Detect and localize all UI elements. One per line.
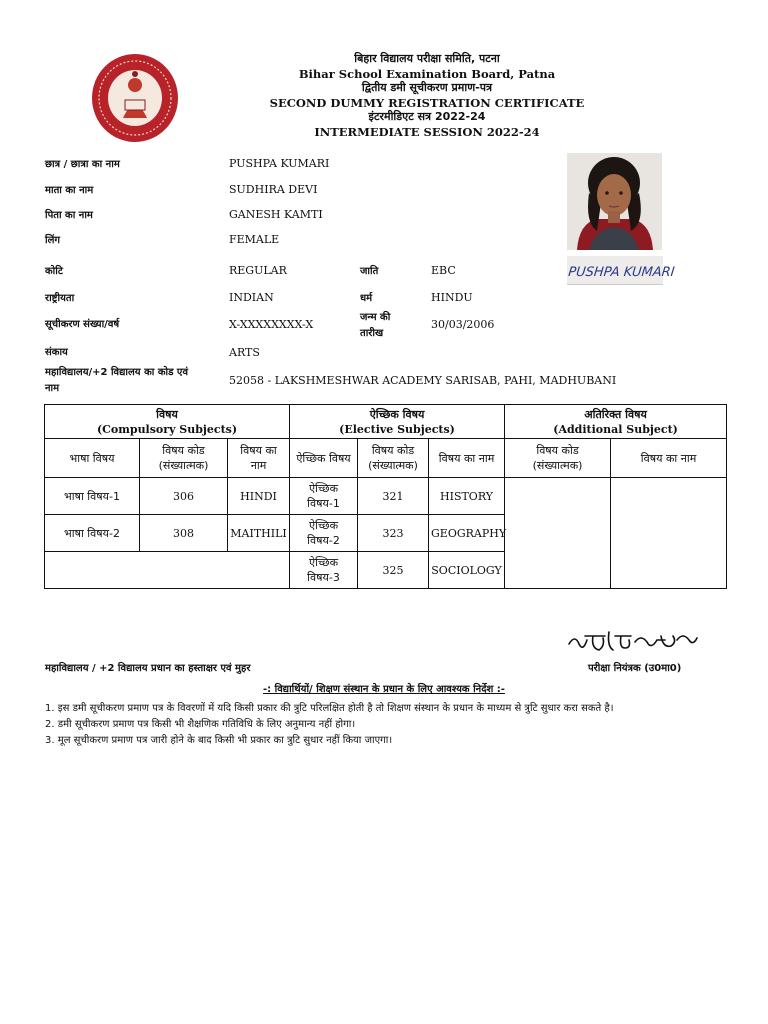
nationality-label: राष्ट्रीयता xyxy=(45,293,75,304)
col-additional-name: विषय का नाम xyxy=(611,439,727,478)
instruction-1: 1. इस डमी सूचीकरण प्रमाण पत्र के विवरणों में यदि किसी प्रकार की त्रुटि परिलक्षित होती है तो शिक्षण संस्थान के प्रधान के माध्यम से त्रुटि सुधार करा सकते है। xyxy=(45,703,614,714)
dob-value: 30/03/2006 xyxy=(431,318,495,331)
father-name: GANESH KAMTI xyxy=(229,208,323,221)
col-name: विषय का नाम xyxy=(228,439,290,478)
mother-name: SUDHIRA DEVI xyxy=(229,183,318,196)
column-header-row xyxy=(45,439,727,478)
dob-label-line1: जन्म की xyxy=(360,312,391,323)
principal-signature-label: महाविद्यालय / +2 विद्यालय प्रधान का हस्ताक्षर एवं मुहर xyxy=(45,663,251,674)
controller-label: परीक्षा नियंत्रक (उ0मा0) xyxy=(588,663,682,674)
registration-value: X-XXXXXXXX-X xyxy=(229,318,314,331)
controller-signature xyxy=(565,626,700,656)
col-elective-name: विषय का नाम xyxy=(429,439,505,478)
header-line6: INTERMEDIATE SESSION 2022-24 xyxy=(314,125,540,139)
elective-header: ऐच्छिक विषय (Elective Subjects) xyxy=(290,405,505,439)
student-photo xyxy=(567,153,662,250)
svg-text:PUSHPA KUMARI: PUSHPA KUMARI xyxy=(567,265,676,280)
college-value: 52058 - LAKSHMESHWAR ACADEMY SARISAB, PAHI, MADHUBANI xyxy=(229,374,617,387)
col-elective-code: विषय कोड (संख्यात्मक) xyxy=(358,439,429,478)
gender-label: लिंग xyxy=(45,235,60,246)
faculty-label: संकाय xyxy=(45,347,68,358)
instruction-3: 3. मूल सूचीकरण प्रमाण पत्र जारी होने के बाद किसी भी प्रकार का त्रुटि सुधार नहीं किया जाएगा। xyxy=(45,735,393,746)
caste-label: जाति xyxy=(360,266,379,277)
col-elective: ऐच्छिक विषय xyxy=(290,439,358,478)
faculty-value: ARTS xyxy=(229,346,260,359)
gender-value: FEMALE xyxy=(229,233,280,246)
bseb-logo xyxy=(90,52,180,144)
religion-label: धर्म xyxy=(360,293,373,304)
father-label: पिता का नाम xyxy=(45,210,93,221)
religion-value: HINDU xyxy=(431,291,473,304)
caste-value: EBC xyxy=(431,264,456,277)
compulsory-header: विषय (Compulsory Subjects) xyxy=(45,405,290,439)
header-line1: बिहार विद्यालय परीक्षा समिति, पटना xyxy=(354,52,500,65)
instructions-title: -: विद्यार्थियों/ शिक्षण संस्थान के प्रधान के लिए आवश्यक निर्देश :- xyxy=(263,684,505,695)
category-value: REGULAR xyxy=(229,264,287,277)
college-label-line1: महाविद्यालय/+2 विद्यालय का कोड एवं xyxy=(45,367,189,378)
table-row: भाषा विषय-1 306 HINDI ऐच्छिक विषय-1 321 HISTORY xyxy=(45,478,727,515)
col-language: भाषा विषय xyxy=(45,439,140,478)
category-label: कोटि xyxy=(45,266,63,277)
subjects-table xyxy=(44,404,727,589)
header-line4: SECOND DUMMY REGISTRATION CERTIFICATE xyxy=(269,96,585,110)
dob-label-line2: तारीख xyxy=(360,328,384,339)
instruction-2: 2. डमी सूचीकरण प्रमाण पत्र किसी भी शैक्षणिक गतिविधि के लिए अनुमान्य नहीं होगा। xyxy=(45,719,356,730)
nationality-value: INDIAN xyxy=(229,291,274,304)
student-name: PUSHPA KUMARI xyxy=(229,157,330,170)
registration-label: सूचीकरण संख्या/वर्ष xyxy=(45,319,120,330)
col-additional-code: विषय कोड (संख्यात्मक) xyxy=(505,439,611,478)
college-label-line2: नाम xyxy=(45,383,60,394)
mother-label: माता का नाम xyxy=(45,185,94,196)
header-line5: इंटरमीडिएट सत्र 2022-24 xyxy=(368,110,486,123)
col-code: विषय कोड (संख्यात्मक) xyxy=(140,439,228,478)
name-label: छात्र / छात्रा का नाम xyxy=(45,159,120,170)
header-line2: Bihar School Examination Board, Patna xyxy=(298,67,556,81)
student-signature xyxy=(567,256,676,285)
table-row: ऐच्छिक विषय-3 325 SOCIOLOGY xyxy=(45,552,727,589)
table-row: भाषा विषय-2 308 MAITHILI ऐच्छिक विषय-2 323 GEOGRAPHY xyxy=(45,515,727,552)
additional-header: अतिरिक्त विषय (Additional Subject) xyxy=(505,405,727,439)
header-line3: द्वितीय डमी सूचीकरण प्रमाण-पत्र xyxy=(361,81,493,94)
